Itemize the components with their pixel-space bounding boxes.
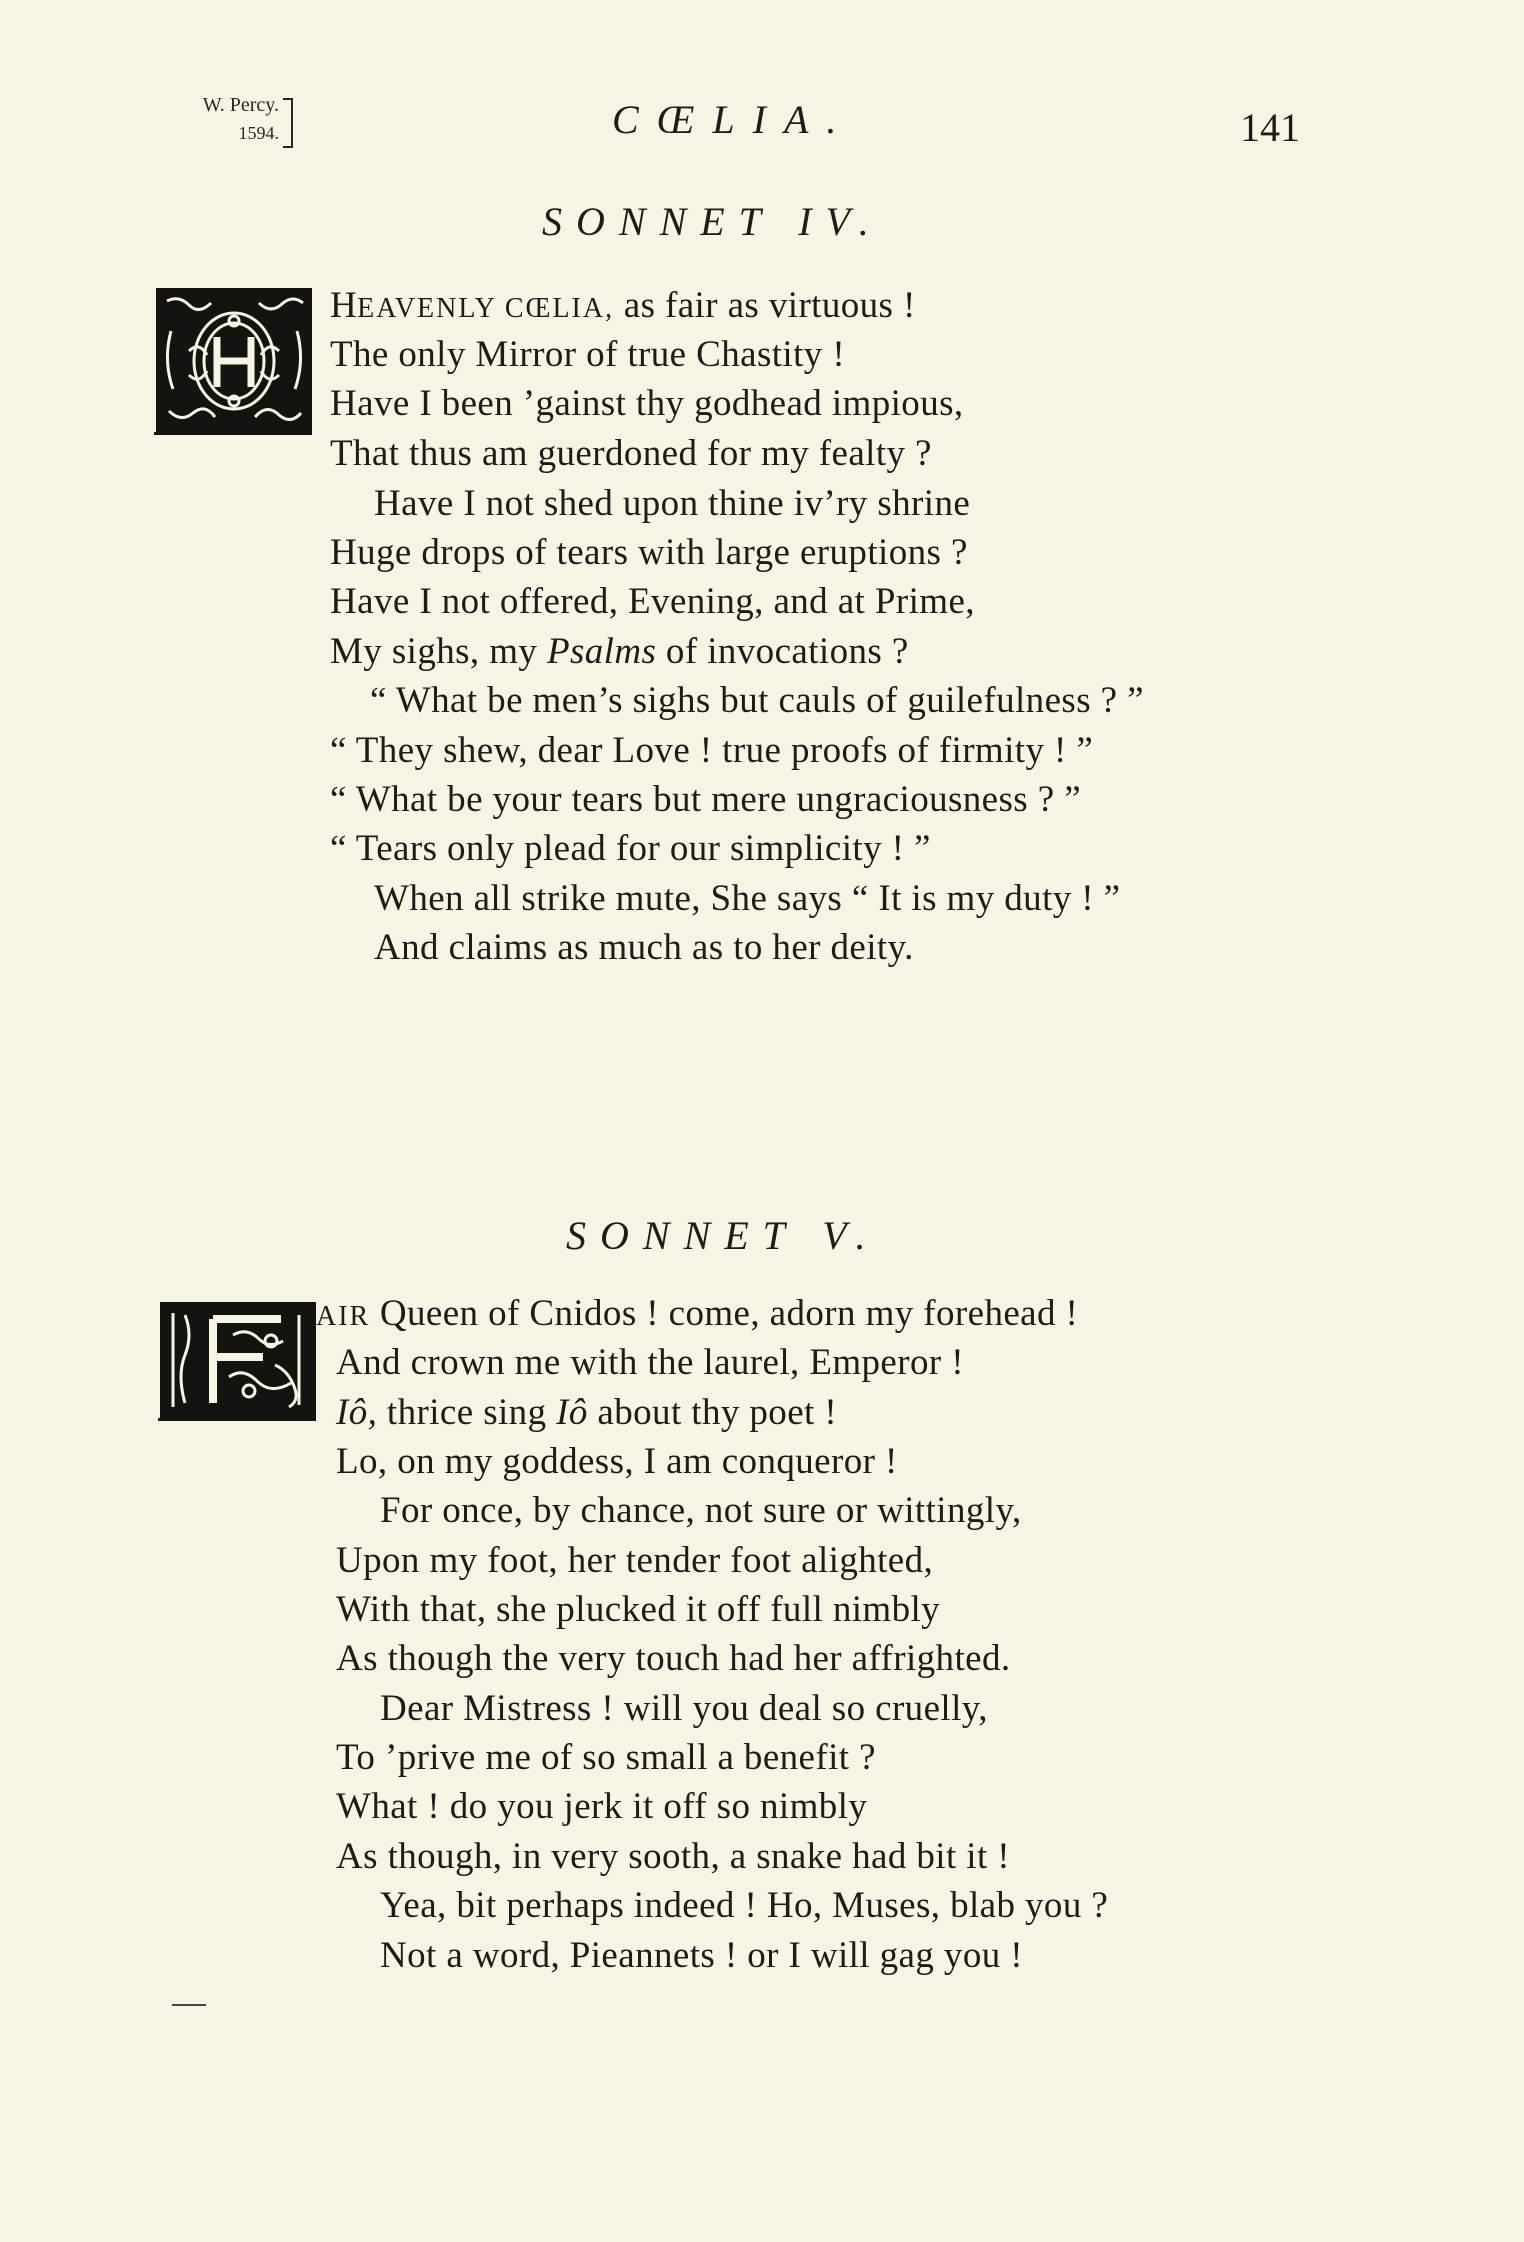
verse-line: To ’prive me of so small a benefit ?: [336, 1737, 876, 1778]
author-sidenote: [152, 92, 297, 150]
italic-word: Iô,: [336, 1392, 378, 1433]
small-caps-text: AIR: [316, 1301, 371, 1332]
verse-line: Iô, thrice sing Iô about thy poet !: [336, 1392, 838, 1433]
small-caps-text: EAVENLY CŒLIA,: [357, 293, 615, 324]
verse-line: And claims as much as to her deity.: [374, 927, 914, 968]
verse-line: My sighs, my Psalms of invocations ?: [330, 631, 909, 672]
sonnet-4-title: SONNET IV.: [542, 199, 883, 244]
verse-line: “ What be your tears but mere ungraciousness ? ”: [330, 779, 1082, 820]
running-title: CŒLIA.: [612, 97, 855, 142]
verse-line: With that, she plucked it off full nimbly: [336, 1589, 941, 1630]
floral-initial-f-icon: [163, 1305, 313, 1415]
verse-line: That thus am guerdoned for my fealty ?: [330, 433, 932, 474]
verse-line: HEAVENLY CŒLIA, as fair as virtuous !: [330, 285, 916, 326]
verse-line: The only Mirror of true Chastity !: [330, 334, 846, 375]
verse-line: Have I not offered, Evening, and at Prime,: [330, 581, 975, 622]
drop-cap-f-ornament: [160, 1302, 316, 1418]
verse-line: Dear Mistress ! will you deal so cruelly,: [380, 1688, 988, 1729]
verse-line: When all strike mute, She says “ It is my duty ! ”: [374, 878, 1121, 919]
floral-initial-h-icon: [159, 291, 309, 429]
verse-line: And crown me with the laurel, Emperor !: [336, 1342, 964, 1383]
verse-line: Huge drops of tears with large eruptions ?: [330, 532, 968, 573]
publication-year: 1594.: [238, 123, 279, 143]
drop-cap-h-ornament: [156, 288, 312, 432]
verse-line: “ What be men’s sighs but cauls of guilefulness ? ”: [370, 680, 1144, 721]
verse-line: Not a word, Pieannets ! or I will gag you !: [380, 1935, 1023, 1976]
verse-line: Have I not shed upon thine iv’ry shrine: [374, 483, 971, 524]
verse-line: Have I been ’gainst thy godhead impious,: [330, 383, 964, 424]
author-name: W. Percy.: [202, 94, 279, 116]
verse-line: Yea, bit perhaps indeed ! Ho, Muses, blab you ?: [380, 1885, 1109, 1926]
bracket-mark: [283, 98, 293, 148]
verse-line: What ! do you jerk it off so nimbly: [336, 1786, 868, 1827]
page-number: 141: [1240, 105, 1300, 150]
verse-line: As though, in very sooth, a snake had bit it !: [336, 1836, 1011, 1877]
verse-line: As though the very touch had her affrighted.: [336, 1638, 1011, 1679]
verse-line: Upon my foot, her tender foot alighted,: [336, 1540, 934, 1581]
italic-word: Iô: [556, 1392, 588, 1433]
verse-line: AIR Queen of Cnidos ! come, adorn my forehead !: [316, 1293, 1079, 1334]
print-mark: [172, 2004, 206, 2006]
verse-line: “ Tears only plead for our simplicity ! ”: [330, 828, 931, 869]
drop-cap-rule: [158, 1418, 316, 1421]
initial-letter: H: [330, 285, 358, 326]
italic-word: Psalms: [546, 631, 657, 672]
sonnet-5-title: SONNET V.: [566, 1213, 880, 1258]
verse-line: Lo, on my goddess, I am conqueror !: [336, 1441, 898, 1482]
drop-cap-rule: [154, 432, 312, 435]
verse-line: “ They shew, dear Love ! true proofs of firmity ! ”: [330, 730, 1094, 771]
verse-line: For once, by chance, not sure or wittingly,: [380, 1490, 1022, 1531]
